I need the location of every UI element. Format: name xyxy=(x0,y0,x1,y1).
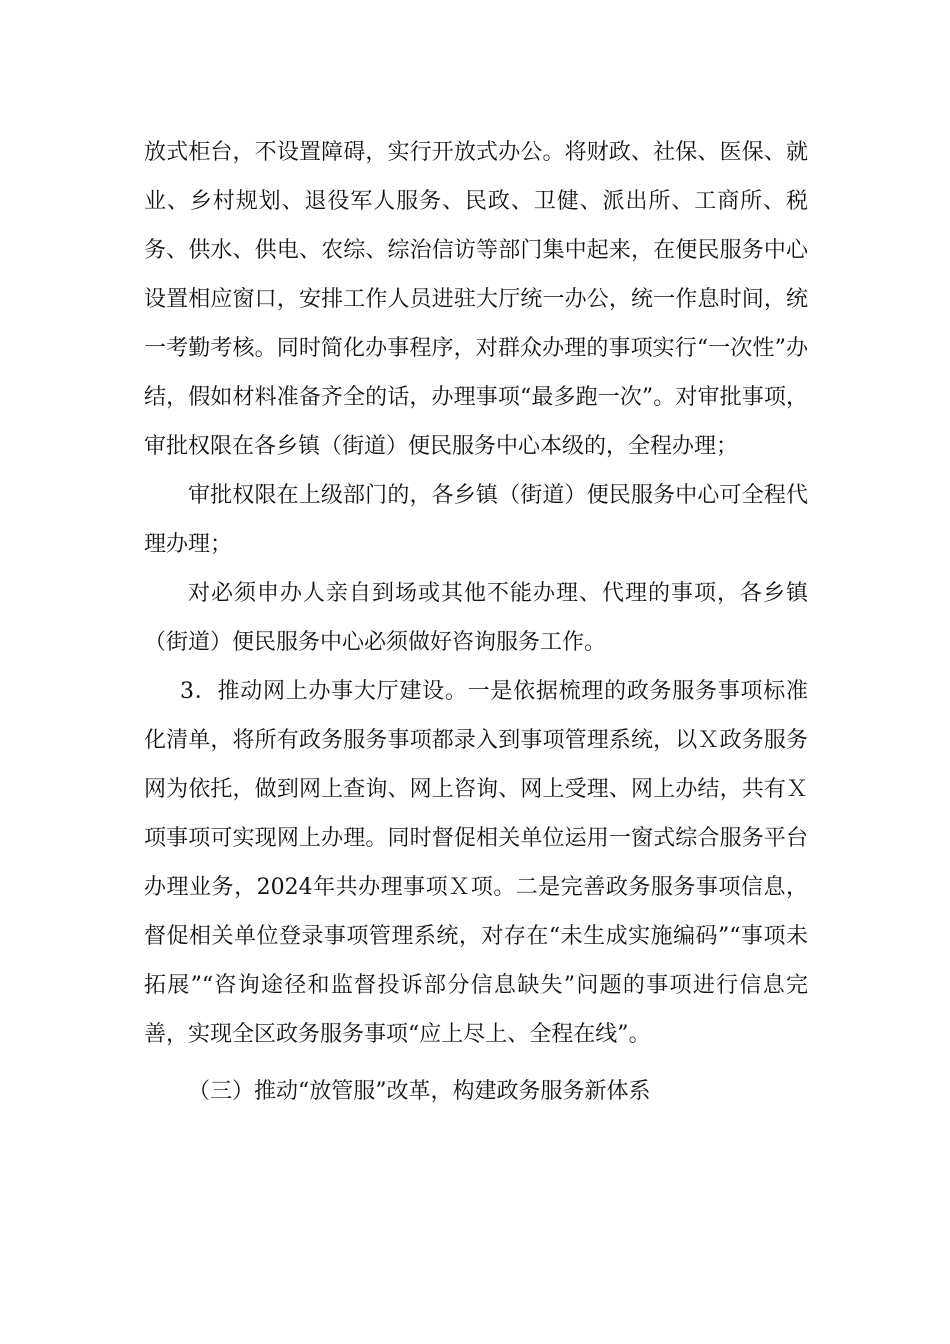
paragraph-online-hall: 3．推动网上办事大厅建设。一是依据梳理的政务服务事项标准化清单，将所有政务服务事项都录入到事项管理系统，以Ｘ政务服务网为依托，做到网上查询、网上咨询、网上受理、网上办结，共有Ｘ项事项可实现网上办理。同时督促相关单位运用一窗式综合服务平台办理业务，2024年共办理事项Ｘ项。二是完善政务服务事项信息，督促相关单位登录事项管理系统，对存在“未生成实施编码”“事项未拓展”“咨询途径和监督投诉部分信息缺失”问题的事项进行信息完善，实现全区政务服务事项“应上尽上、全程在线”。 xyxy=(144,679,808,1047)
paragraph-consultation-service: 对必须申办人亲自到场或其他不能办理、代理的事项，各乡镇（街道）便民服务中心必须做好咨询服务工作。 xyxy=(144,581,808,655)
paragraph-approval-superior: 审批权限在上级部门的，各乡镇（街道）便民服务中心可全程代理办理； xyxy=(144,483,808,557)
paragraph-continuation: 放式柜台，不设置障碍，实行开放式办公。将财政、社保、医保、就业、乡村规划、退役军人服务、民政、卫健、派出所、工商所、税务、供水、供电、农综、综治信访等部门集中起来，在便民服务中心设置相应窗口，安排工作人员进驻大厅统一办公，统一作息时间，统一考勤考核。同时简化办事程序，对群众办理的事项实行“一次性”办结，假如材料准备齐全的话，办理事项“最多跑一次”。对审批事项，审批权限在各乡镇（街道）便民服务中心本级的，全程办理； xyxy=(144,140,808,459)
document-body xyxy=(144,128,808,1116)
section-heading: （三）推动“放管服”改革，构建政务服务新体系 xyxy=(188,1079,651,1104)
